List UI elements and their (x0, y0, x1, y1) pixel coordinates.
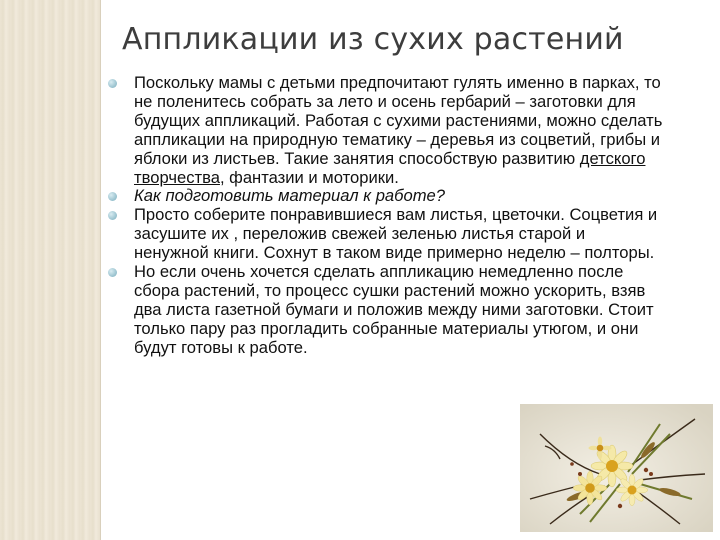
slide-title: Аппликации из сухих растений (122, 22, 624, 57)
creativity-link[interactable]: детского творчества (134, 148, 646, 187)
bullet-icon (108, 211, 117, 220)
dried-flower-photo (520, 404, 713, 532)
bullet-1-text: Поскольку мамы с детьми предпочитают гулять именно в парках, то не поленитесь собрать за лето и осень гербарий – заготовки для будущих аппликаций. Работая с сухими растениями, можно сделать аппликации на природную тематику – деревья из соцветий, грибы и яблоки из листьев. Такие занятия способствую развитию (134, 73, 663, 168)
dried-flower-arrangement-icon (520, 404, 713, 532)
bullet-list (108, 74, 663, 358)
bullet-item-2 (108, 187, 663, 206)
bullet-3-text: Просто соберите понравившиеся вам листья, цветочки. Соцветия и засушите их , переложив свежей зеленью листья старой и ненужной книги. Сохнут в таком виде примерно неделю – полторы. (134, 205, 658, 263)
bullet-icon (108, 79, 117, 88)
bullet-item-4 (108, 263, 663, 358)
bullet-item-1 (108, 74, 663, 187)
strip-divider (100, 0, 101, 540)
bullet-item-3 (108, 206, 663, 263)
bullet-icon (108, 268, 117, 277)
decorative-side-strip (0, 0, 100, 540)
bullet-icon (108, 192, 117, 201)
bullet-2-text: Как подготовить материал к работе? (134, 186, 445, 206)
bullet-1-text-end: , фантазии и моторики. (219, 167, 399, 187)
bullet-4-text: Но если очень хочется сделать аппликацию немедленно после сбора растений, то процесс сушки растений можно ускорить, взяв два листа газетной бумаги и положив между ними заготовки. Стоит только пару раз прогладить собранные материалы утюгом, и они будут готовы к работе. (134, 262, 654, 357)
